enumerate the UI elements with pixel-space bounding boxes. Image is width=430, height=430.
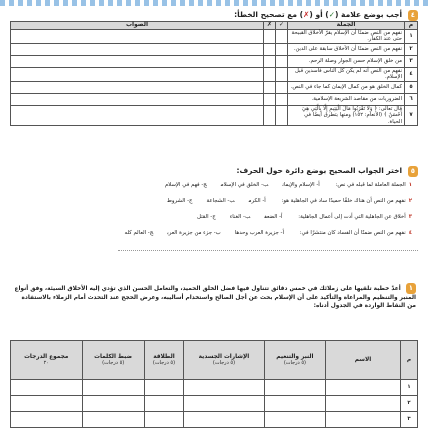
mcq-line [10, 180, 412, 191]
cross-box[interactable] [264, 81, 276, 93]
mcq-option[interactable]: ب- جزء من جزيرة العرب [167, 230, 221, 236]
tick-box[interactable] [276, 93, 288, 105]
row-number: ٣ [405, 55, 418, 67]
cross-box[interactable] [264, 29, 276, 43]
table-row [11, 55, 418, 67]
mcq-stem: نفهم من النص أن هناك خلقًا حميدًا ساد في الجاهلية هو: [281, 198, 406, 204]
question-2-number-badge: ٥ [408, 166, 418, 177]
rubric-header [11, 341, 83, 380]
cross-box[interactable] [264, 105, 276, 126]
rubric-cell[interactable] [264, 396, 325, 412]
rubric-header [401, 341, 418, 380]
rubric-cell[interactable] [326, 380, 401, 396]
cross-mark-icon: ✗ [303, 10, 310, 19]
rubric-header-label: الإشارات الجسدية [198, 353, 250, 360]
rubric-cell[interactable] [326, 396, 401, 412]
mcq-option[interactable]: ج- القتل [197, 214, 216, 220]
question-1-number-badge: ٤ [408, 10, 418, 21]
question-2-text: اختر الجواب الصحيح بوضع دائرة حول الحرف: [236, 166, 403, 175]
statement-cell: قال تعالى: ﴿ وَلَا تَقْرَبُوا مَالَ الْيَتِيمِ إِلَّا بِالَّتِي هِيَ أَحْسَنُ ﴾ (الأنعام: ١٥٢) ومنها يتطرق أيضًا في الحياة. [288, 105, 405, 126]
correction-cell[interactable] [11, 55, 264, 67]
mcq-stem: نفهم من النص ضمنًا أن الفساد كان منتشرًا في: [299, 230, 406, 236]
question-2-heading [10, 165, 418, 177]
question-3-text: أعدّ خطبة تلقيها على زملائك في خمس دقائق تتناول فيها فضل الخلق الحميد، والتعامل الحسن الذي تؤدي إليه الأخلاق السيئة، وفق أنواع المنبر والتنظيم والمراعاة والتأكيد على أن الإسلام بحث عن أجل الصالح واستخدام أساليبه، وعرض الحجج عند التحدث أمام الزملاء بالاستفادة من النقاط الواردة في الجدول أدناه: [14, 286, 416, 310]
header-cross: ✗ [264, 22, 276, 30]
row-number: ٢ [405, 43, 418, 55]
rubric-cell[interactable] [144, 380, 183, 396]
mcq-option[interactable]: ب- الخلق في الإسلام [220, 182, 269, 188]
correction-cell[interactable] [11, 29, 264, 43]
rubric-cell[interactable] [264, 380, 325, 396]
rubric-cell[interactable] [11, 412, 83, 428]
mcq-option[interactable]: ج- العالم كله [124, 230, 154, 236]
mcq-line [10, 196, 412, 207]
mcq-label: ٣ [408, 214, 412, 220]
rubric-header [82, 341, 144, 380]
correction-cell[interactable] [11, 67, 264, 81]
mcq-stem: الجملة العاملة لما قبله في نص: [335, 182, 406, 188]
table-row [11, 412, 418, 428]
rubric-cell[interactable] [82, 380, 144, 396]
top-decorative-bar [0, 0, 430, 6]
mcq-option[interactable]: ب- الغناء [229, 214, 251, 220]
row-number: ٢ [401, 396, 418, 412]
rubric-header-sub: (٥ درجات) [283, 360, 306, 366]
mcq-label: ٢ [408, 198, 412, 204]
cross-box[interactable] [264, 93, 276, 105]
row-number: ١ [405, 29, 418, 43]
mcq-label: ٤ [408, 230, 412, 236]
rubric-header-label: الطلاقة [153, 353, 175, 360]
rubric-header-label: م [406, 356, 412, 363]
rubric-cell[interactable] [82, 396, 144, 412]
table-row [11, 29, 418, 43]
tick-box[interactable] [276, 105, 288, 126]
question-1-mid: ) أو ( [309, 10, 329, 19]
statement-cell: الضروريات من مقاصد الشريعة الإسلامية. [288, 93, 405, 105]
cross-box[interactable] [264, 55, 276, 67]
mcq-option[interactable]: ج- فهم في الإسلام [164, 182, 207, 188]
table-row [11, 67, 418, 81]
check-mark-icon: ✓ [328, 10, 336, 19]
header-statement: الجملة [288, 22, 405, 30]
correction-cell[interactable] [11, 81, 264, 93]
rubric-header-label: الاسم [354, 356, 372, 363]
mcq-option[interactable]: ب- الشجاعة [206, 198, 235, 204]
mcq-option[interactable]: أ- الإسلام والإيمان [282, 182, 320, 188]
rubric-cell[interactable] [144, 412, 183, 428]
correction-cell[interactable] [11, 93, 264, 105]
true-false-table [10, 21, 418, 126]
tick-box[interactable] [276, 81, 288, 93]
rubric-cell[interactable] [11, 396, 83, 412]
statement-cell: نفهم من النص ضمنًا أن الأخلاق سابقة على الدين. [288, 43, 405, 55]
rubric-cell[interactable] [326, 412, 401, 428]
rubric-header-sub: ٢٠ [43, 360, 49, 366]
rubric-header-label: مجموع الدرجات [24, 353, 69, 360]
statement-cell: نفهم من النص أنه لم يكن كل الناس فاسدين قبل الإسلام. [288, 67, 405, 81]
rubric-cell[interactable] [82, 412, 144, 428]
rubric-cell[interactable] [264, 412, 325, 428]
row-number: ٤ [405, 67, 418, 81]
table-row [11, 396, 418, 412]
question-3-paragraph [12, 283, 416, 311]
tick-box[interactable] [276, 43, 288, 55]
rubric-cell[interactable] [184, 396, 265, 412]
header-num: م [405, 22, 418, 30]
rubric-cell[interactable] [144, 396, 183, 412]
header-tick: ✓ [276, 22, 288, 30]
question-1-tail: ) مع تصحيح الخطأ: [234, 10, 304, 19]
tick-box[interactable] [276, 29, 288, 43]
mcq-option[interactable]: أ- الكرم [248, 198, 266, 204]
mcq-stem: أخلاق عن الجاهلية التي أدت إلى أعمال الجاهلية: [298, 214, 406, 220]
rubric-header [326, 341, 401, 380]
row-number: ٦ [405, 93, 418, 105]
tick-box[interactable] [276, 67, 288, 81]
question-1-heading [10, 9, 418, 21]
rubric-header-label: النبر والتنغيم [276, 353, 314, 360]
row-number: ٣ [401, 412, 418, 428]
question-3-number-badge: ١ [406, 283, 416, 294]
mcq-line [10, 228, 412, 239]
row-number: ٥ [405, 81, 418, 93]
rubric-header-row [11, 341, 418, 380]
table-row [11, 380, 418, 396]
row-number: ١ [401, 380, 418, 396]
mcq-line [10, 212, 412, 223]
table-header-row [11, 22, 418, 30]
rubric-header-label: ضبط الكلمات [94, 353, 133, 360]
header-correction: الصواب [11, 22, 264, 30]
table-row [11, 43, 418, 55]
table-row [11, 81, 418, 93]
speech-rubric-table [10, 340, 418, 428]
statement-cell: من خلق الإسلام حسن الجوار وصلة الرحم. [288, 55, 405, 67]
table-row [11, 105, 418, 126]
statement-cell: كمال الخلق هو من كمال الإيمان كما جاء في النص. [288, 81, 405, 93]
rubric-cell[interactable] [184, 380, 265, 396]
row-number: ٧ [405, 105, 418, 126]
table-row [11, 93, 418, 105]
rubric-cell[interactable] [184, 412, 265, 428]
mcq-option[interactable]: أ- الضعف [264, 214, 283, 220]
question-1-text: أجب بوضع علامة ( [335, 10, 403, 19]
rubric-header [144, 341, 183, 380]
rubric-cell[interactable] [11, 380, 83, 396]
mcq-label: ١ [408, 182, 412, 188]
rubric-header [264, 341, 325, 380]
correction-cell[interactable] [11, 43, 264, 55]
cross-box[interactable] [264, 43, 276, 55]
mcq-option[interactable]: أ- جزيرة العرب وحدها [234, 230, 284, 236]
divider [118, 250, 418, 251]
rubric-header-sub: (٥ درجات) [152, 360, 176, 366]
correction-cell[interactable] [11, 105, 264, 126]
statement-cell: نفهم من النص ضمنًا أن الإسلام يقرّ الأخلاق القبيحة حتى عند الكفار. [288, 29, 405, 43]
rubric-header-sub: (٥ درجات) [212, 360, 236, 366]
tick-box[interactable] [276, 55, 288, 67]
rubric-header [184, 341, 265, 380]
rubric-header-sub: (٥ درجات) [102, 360, 125, 366]
cross-box[interactable] [264, 67, 276, 81]
mcq-option[interactable]: ج- الشروط [166, 198, 193, 204]
